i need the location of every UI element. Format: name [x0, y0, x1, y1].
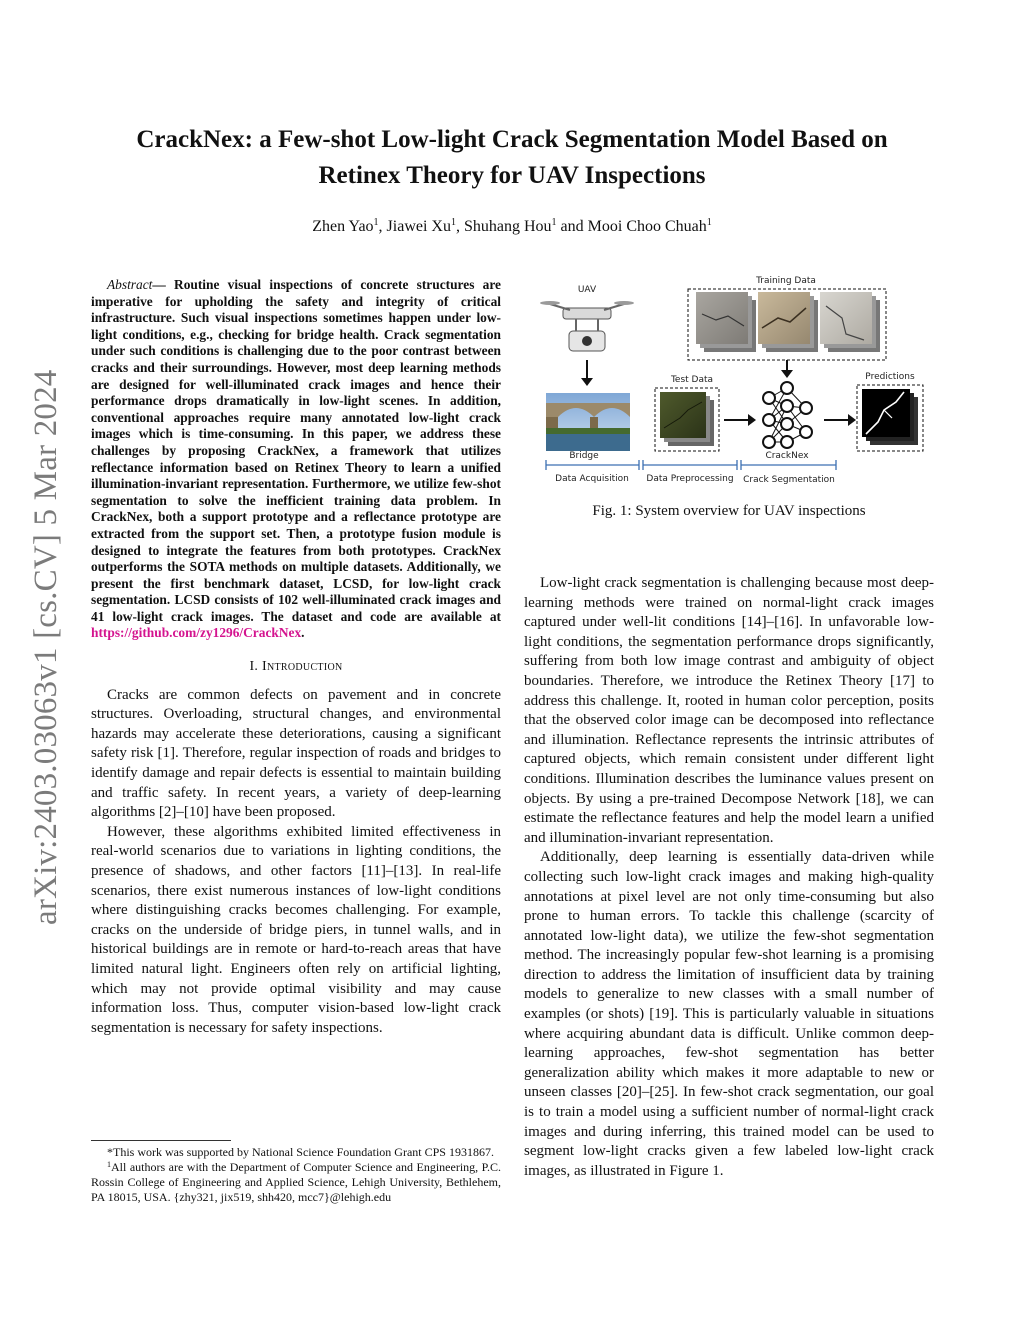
training-images — [696, 292, 880, 352]
test-data-label: Test Data — [670, 375, 714, 385]
title-line-1: CrackNex: a Few-shot Low-light Crack Segmentation Model Based on — [136, 126, 888, 153]
footnote-rule — [91, 1140, 231, 1141]
abstract-text: Routine visual inspections of concrete structures are imperative for upholding the safety and integrity of critical infrastructure. Such visual inspections sometimes happen under low-light conditions, e.g., checking for bridge health. Crack segmentation under such conditions is challenging due to the poor contrast between cracks and their surroundings. However, most deep learning methods are designed for well-illuminated crack images and hence their performance drops dramatically in low-light scenes. In addition, conventional approaches require many annotated low-light crack images which is time-consuming. In this paper, we address these challenges by proposing CrackNex, a framework that utilizes reflectance information based on Retinex Theory to learn a unified illumination-invariant representation. Furthermore, we utilize few-shot segmentation to solve the inefficient training data problem. In CrackNex, both a support prototype and a reflectance prototype are extracted from the support set. Then, a prototype fusion module is designed to integrate the features from both prototypes. CrackNex outperforms the SOTA methods on multiple datasets. Additionally, we present the first benchmark dataset, LCSD, for low-light crack segmentation. LCSD consists of 102 well-illuminated crack images and 41 low-light crack images. The dataset and code are available at — [91, 277, 501, 624]
paper-title — [92, 122, 932, 194]
abstract-label: Abstract — [107, 277, 153, 292]
arrow-head — [581, 378, 593, 386]
author: Jiawei Xu$^1$, — [386, 217, 464, 235]
author: Shuhang Hou$^1$ and — [463, 217, 588, 235]
stage-data-acquisition: Data Acquisition — [555, 474, 629, 484]
arxiv-identifier: arXiv:2403.03063v1 [cs.CV] 5 Mar 2024 — [28, 369, 64, 925]
stage-data-preprocessing: Data Preprocessing — [646, 474, 734, 484]
title-line-2: Retinex Theory for UAV Inspections — [318, 162, 706, 189]
affiliation-footnote: $^1$All authors are with the Department of Computer Science and Engineering, P.C. Rossin College of Engineering and Applied Science, Lehigh University, Bethlehem, PA 18015, USA. {zhy321, jix519, shh420, mcc7}@lehigh.edu — [91, 1160, 501, 1204]
author: Mooi Choo Chuah$^1$ — [587, 217, 712, 235]
funding-footnote: *This work was supported by National Science Foundation Grant CPS 1931867. — [107, 1145, 494, 1159]
stage-brackets — [546, 460, 836, 470]
arrow-head — [781, 370, 793, 378]
intro-paragraph: Additionally, deep learning is essentially data-driven while collecting such low-light crack images and making high-quality annotations at pixel level are not only time-consuming but also prone to human errors. To tackle this challenge (scarcity of annotated low-light data), we utilize the few-shot segmentation method. The increasingly popular few-shot learning is a promising direction to address the limitation of insufficient data by training models to generalize to new classes with a small number of examples (or shots) [19]. This is particularly valuable in situations where acquiring abundant data is difficult. Unlike common deep-learning approaches, few-shot segmentation has better generalization ability which makes it more adaptable to new or unseen classes [20]–[25]. In few-shot crack segmentation, our goal is to train a model using a sufficient number of normal-light crack images and during inferring, this trained model can be used to segment low-light cracks given a few labeled low-light crack images, as illustrated in Figure 1. — [524, 849, 934, 1179]
author: Zhen Yao$^1$, — [312, 217, 387, 235]
test-images — [660, 392, 714, 446]
drone-icon — [540, 301, 634, 351]
arrow-head — [748, 414, 756, 426]
section-heading-introduction: I. Introduction — [249, 659, 343, 675]
predictions-label: Predictions — [865, 372, 915, 382]
cracknex-label: CrackNex — [765, 451, 809, 461]
bridge-photo — [546, 393, 630, 451]
intro-paragraph: Low-light crack segmentation is challenging because most deep-learning methods were trained on normal-light crack images captured under well-lit conditions [14]–[16]. In unfavorable low-light conditions, the segmentation performance drops significantly, suffering from both low image contrast and ambiguity of object boundaries. Therefore, we introduce the Retinex Theory [17] to address this challenge. It, rooted in human color perception, posits that the observed color image can be decomposed into reflectance and illumination. Reflectance represents the intrinsic attributes of captured objects, which remain consistent under different light conditions. Illumination describes the luminance values present on objects. By using a pre-trained Decompose Network [18], we can estimate the reflectance features and help the model learn a unified and illumination-invariant representation. — [524, 575, 934, 846]
left-column — [91, 277, 501, 1038]
github-link[interactable]: https://github.com/zy1296/CrackNex — [91, 625, 302, 641]
author-list — [92, 218, 932, 236]
prediction-masks — [862, 389, 918, 445]
arrow-head — [848, 414, 856, 426]
system-overview-figure — [524, 272, 934, 522]
intro-paragraph: Cracks are common defects on pavement and in concrete structures. Overloading, structural changes, and environmental hazards may accelerate these deteriorations, causing a significant safety risk [1]. Therefore, regular inspection of roads and bridges to identify damage and repair defects is essential to maintain building and traffic safety. In recent years, a variety of deep-learning algorithms [2]–[10] have been proposed. — [91, 686, 501, 821]
right-column — [524, 574, 934, 1181]
uav-label: UAV — [577, 285, 597, 295]
training-data-label: Training Data — [756, 276, 816, 286]
neural-network-icon — [763, 382, 812, 448]
figure-caption: Fig. 1: System overview for UAV inspections — [592, 503, 866, 519]
bridge-label: Bridge — [569, 451, 599, 461]
stage-crack-segmentation: Crack Segmentation — [743, 475, 835, 485]
footnotes — [91, 1140, 501, 1205]
abstract: Abstract— Routine visual inspections of concrete structures are imperative for upholding the safety and integrity of critical infrastructure. Such visual inspections sometimes happen under low-light conditions, e.g., checking for bridge health. Crack segmentation under such conditions is challenging due to the poor contrast between cracks and their surroundings. However, most deep learning methods are designed for well-illuminated crack images and hence their performance drops dramatically in low-light scenes. In addition, conventional approaches require many annotated low-light crack images which is time-consuming. In this paper, we address these challenges by proposing CrackNex, a framework that utilizes reflectance information based on Retinex Theory to learn a unified illumination-invariant representation. Furthermore, we utilize few-shot segmentation to solve the inefficient training data problem. In CrackNex, both a support prototype and a reflectance prototype are extracted from the support set. Then, a prototype fusion module is designed to integrate the features from both prototypes. CrackNex outperforms the SOTA methods on multiple datasets. Additionally, we present the first benchmark dataset, LCSD, for low-light crack segmentation. LCSD consists of 102 well-illuminated crack images and 41 low-light crack images. The dataset and code are available at https://github.com/zy1296/CrackNex. — [91, 277, 501, 641]
intro-paragraph: However, these algorithms exhibited limited effectiveness in real-world scenarios due to variations in lighting conditions, the presence of shadows, and other factors [11]–[13]. In real-life scenarios, there exist numerous instances of low-light conditions where distinguishing cracks becomes challenging. For example, cracks on the underside of bridge piers, in tunnel walls, and in historical buildings are in remote or hard-to-reach areas that have limited natural light. Engineers often rely on artificial lighting, which may not provide optimal visibility and may cause information loss. Thus, computer vision-based low-light crack segmentation is necessary for safety inspections. — [91, 823, 501, 1036]
